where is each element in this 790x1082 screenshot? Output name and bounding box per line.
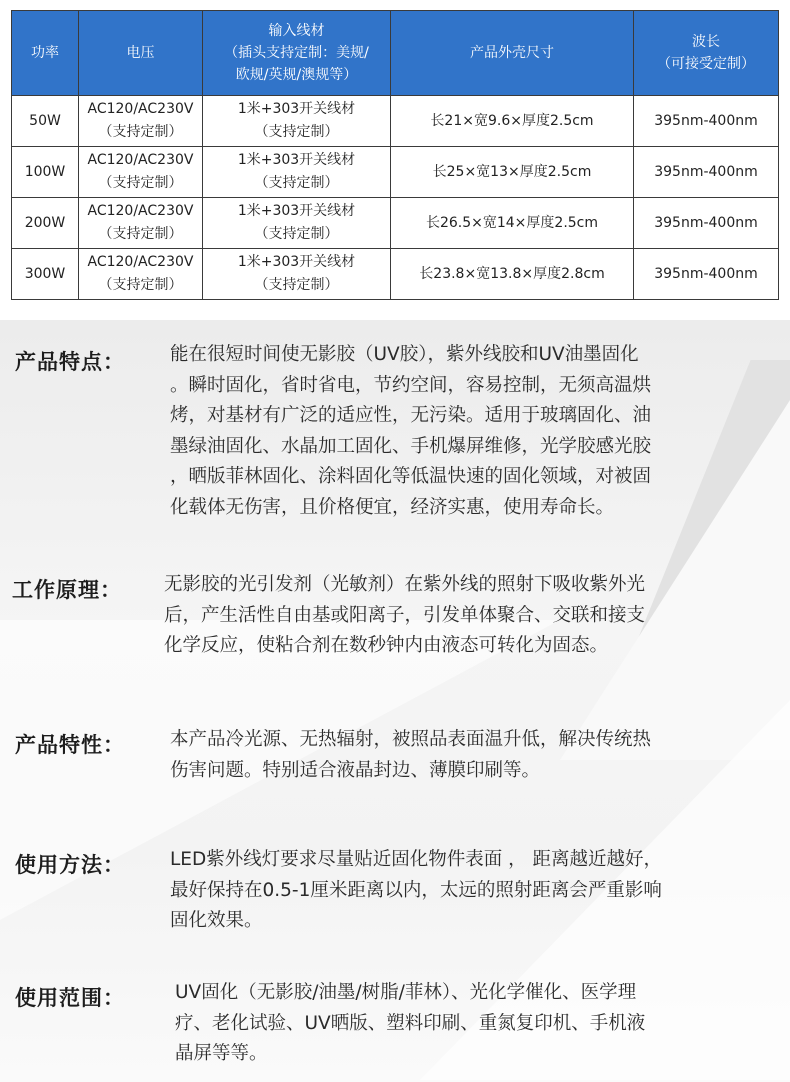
section-label: 使用范围：: [15, 986, 125, 1010]
cell-power: 50W: [12, 96, 79, 147]
cell-wavelength: 395nm-400nm: [634, 249, 779, 300]
cell-wavelength: 395nm-400nm: [634, 147, 779, 198]
description-panel: [0, 320, 790, 1082]
section-body: 无影胶的光引发剂（光敏剂）在紫外线的照射下吸收紫外光 后，产生活性自由基或阳离子，引发单体聚合、交联和接支 化学反应，使粘合剂在数秒钟内由液态可转化为固态。: [164, 574, 646, 656]
cell-power: 200W: [12, 198, 79, 249]
section-label: 工作原理：: [12, 578, 122, 602]
section-body: 能在很短时间使无影胶（UV胶），紫外线胶和UV油墨固化 。瞬时固化，省时省电，节约空间，容易控制，无须高温烘 烤，对基材有广泛的适应性，无污染。适用于玻璃固化、油 墨绿油固化、水晶加工固化、手机爆屏维修，光学胶感光胶 ，晒版菲林固化、涂料固化等低温快速的固化领域，对被固 化载体无伤害，且价格便宜，经济实惠，使用寿命长。: [170, 344, 652, 518]
cell-cable: 1米+303开关线材 （支持定制）: [203, 249, 391, 300]
section-body: LED紫外线灯要求尽量贴近固化物件表面 ， 距离越近越好， 最好保持在0.5-1厘米距离以内，太远的照射距离会严重影响 固化效果。: [170, 849, 663, 931]
section-label: 产品特点：: [15, 350, 125, 374]
spec-table: [11, 10, 779, 300]
section-label: 使用方法：: [15, 853, 125, 877]
header-voltage: 电压: [79, 11, 203, 96]
cell-wavelength: 395nm-400nm: [634, 96, 779, 147]
header-size: 产品外壳尺寸: [391, 11, 634, 96]
cell-voltage: AC120/AC230V （支持定制）: [79, 198, 203, 249]
cell-cable: 1米+303开关线材 （支持定制）: [203, 198, 391, 249]
header-cable: 输入线材 （插头支持定制：美规/ 欧规/英规/澳规等）: [203, 11, 391, 96]
section-body: UV固化（无影胶/油墨/树脂/菲林）、光化学催化、医学理 疗、老化试验、UV晒版、塑料印刷、重氮复印机、手机液 晶屏等等。: [175, 982, 646, 1064]
cell-size: 长26.5×宽14×厚度2.5cm: [391, 198, 634, 249]
cell-wavelength: 395nm-400nm: [634, 198, 779, 249]
header-power: 功率: [12, 11, 79, 96]
cell-cable: 1米+303开关线材 （支持定制）: [203, 147, 391, 198]
table-row: [12, 96, 779, 147]
section-body: 本产品冷光源、无热辐射，被照品表面温升低，解决传统热 伤害问题。特别适合液晶封边、薄膜印刷等。: [170, 729, 652, 781]
cell-power: 100W: [12, 147, 79, 198]
cell-voltage: AC120/AC230V （支持定制）: [79, 147, 203, 198]
cell-power: 300W: [12, 249, 79, 300]
cell-voltage: AC120/AC230V （支持定制）: [79, 96, 203, 147]
table-header-row: [12, 11, 779, 96]
table-row: [12, 249, 779, 300]
cell-size: 长21×宽9.6×厚度2.5cm: [391, 96, 634, 147]
cell-size: 长23.8×宽13.8×厚度2.8cm: [391, 249, 634, 300]
cell-cable: 1米+303开关线材 （支持定制）: [203, 96, 391, 147]
section-label: 产品特性：: [15, 733, 125, 757]
header-wavelength: 波长 （可接受定制）: [634, 11, 779, 96]
cell-size: 长25×宽13×厚度2.5cm: [391, 147, 634, 198]
table-row: [12, 198, 779, 249]
cell-voltage: AC120/AC230V （支持定制）: [79, 249, 203, 300]
table-row: [12, 147, 779, 198]
